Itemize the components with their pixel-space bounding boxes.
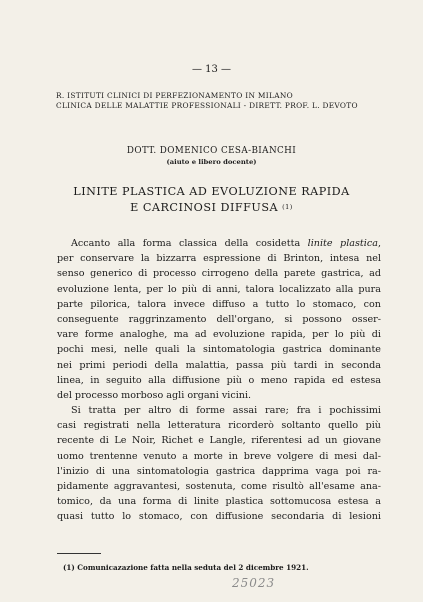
paragraph-line: casi registrati nella letteratura ricorderò soltanto quello più: [57, 420, 381, 432]
paragraph-line: parte pilorica, talora invece diffuso a tutto lo stomaco, con: [57, 298, 381, 310]
paragraph-1: [57, 236, 381, 403]
paragraph-line: del processo morboso agli organi vicini.: [57, 390, 252, 402]
paragraph-line: pochi mesi, nelle quali la sintomatologia gastrica dominante: [57, 344, 381, 356]
page-number: — 13 —: [191, 64, 232, 75]
article-title-line-1: LINITE PLASTICA AD EVOLUZIONE RAPIDA: [73, 185, 350, 198]
article-title-line-2-text: E CARCINOSI DIFFUSA: [130, 201, 279, 214]
italic-term: linite plastica: [307, 238, 378, 249]
paragraph-line: evoluzione lenta, per lo più di anni, talora localizzato alla pura: [57, 283, 381, 295]
paragraph-line: l'inizio di una sintomatologia gastrica dapprima vaga poi ra-: [57, 465, 381, 477]
footnote-divider: [57, 553, 101, 554]
paragraph-2: [57, 403, 381, 525]
paragraph-line: tomico, da una forma di linite plastica sottomucosa estesa a: [57, 496, 381, 508]
paragraph-line: per conservare la bizzarra espressione di Brinton, intesa nel: [57, 253, 381, 265]
library-stamp: 25023: [232, 576, 276, 590]
institute-line-2: CLINICA DELLE MALATTIE PROFESSIONALI - DIRETT. PROF. L. DEVOTO: [56, 101, 358, 110]
paragraph-text: ,: [377, 238, 381, 249]
institute-line-1: R. ISTITUTI CLINICI DI PERFEZIONAMENTO IN MILANO: [56, 91, 293, 100]
paragraph-line: nei primi periodi della malattia, passa più tardi in seconda: [57, 359, 381, 371]
paragraph-line: vare forme analoghe, ma ad evoluzione rapida, per lo più di: [57, 329, 381, 341]
paragraph-line: conseguente raggrinzamento dell'organo, si possono osser-: [57, 314, 381, 326]
author-name: DOTT. DOMENICO CESA-BIANCHI: [126, 146, 297, 156]
paragraph-line: pidamente aggravantesi, sostenuta, come risultò all'esame ana-: [57, 481, 381, 493]
paragraph-line: linea, in seguito alla diffusione più o meno rapida ed estesa: [57, 374, 381, 386]
paragraph-line: [57, 236, 381, 251]
article-title-line-2: [0, 201, 423, 214]
paragraph-text: Accanto alla forma classica della cosidetta: [71, 238, 308, 249]
author-role: (aiuto e libero docente): [166, 158, 257, 166]
footnote-marker: (1): [282, 203, 293, 211]
paragraph-line: senso generico di processo cirrogeno della parete gastrica, ad: [57, 268, 381, 280]
paragraph-line: recente di Le Noir, Richet e Langle, riferentesi ad un giovane: [57, 435, 381, 447]
footnote: (1) Comunicazazione fatta nella seduta del 2 dicembre 1921.: [63, 563, 309, 572]
paragraph-line: Si tratta per altro di forme assai rare; fra i pochissimi: [71, 405, 381, 416]
paragraph-line: uomo trentenne venuto a morte in breve volgere di mesi dal-: [57, 450, 381, 462]
paragraph-line: quasi tutto lo stomaco, con diffusione secondaria di lesioni: [57, 511, 381, 523]
